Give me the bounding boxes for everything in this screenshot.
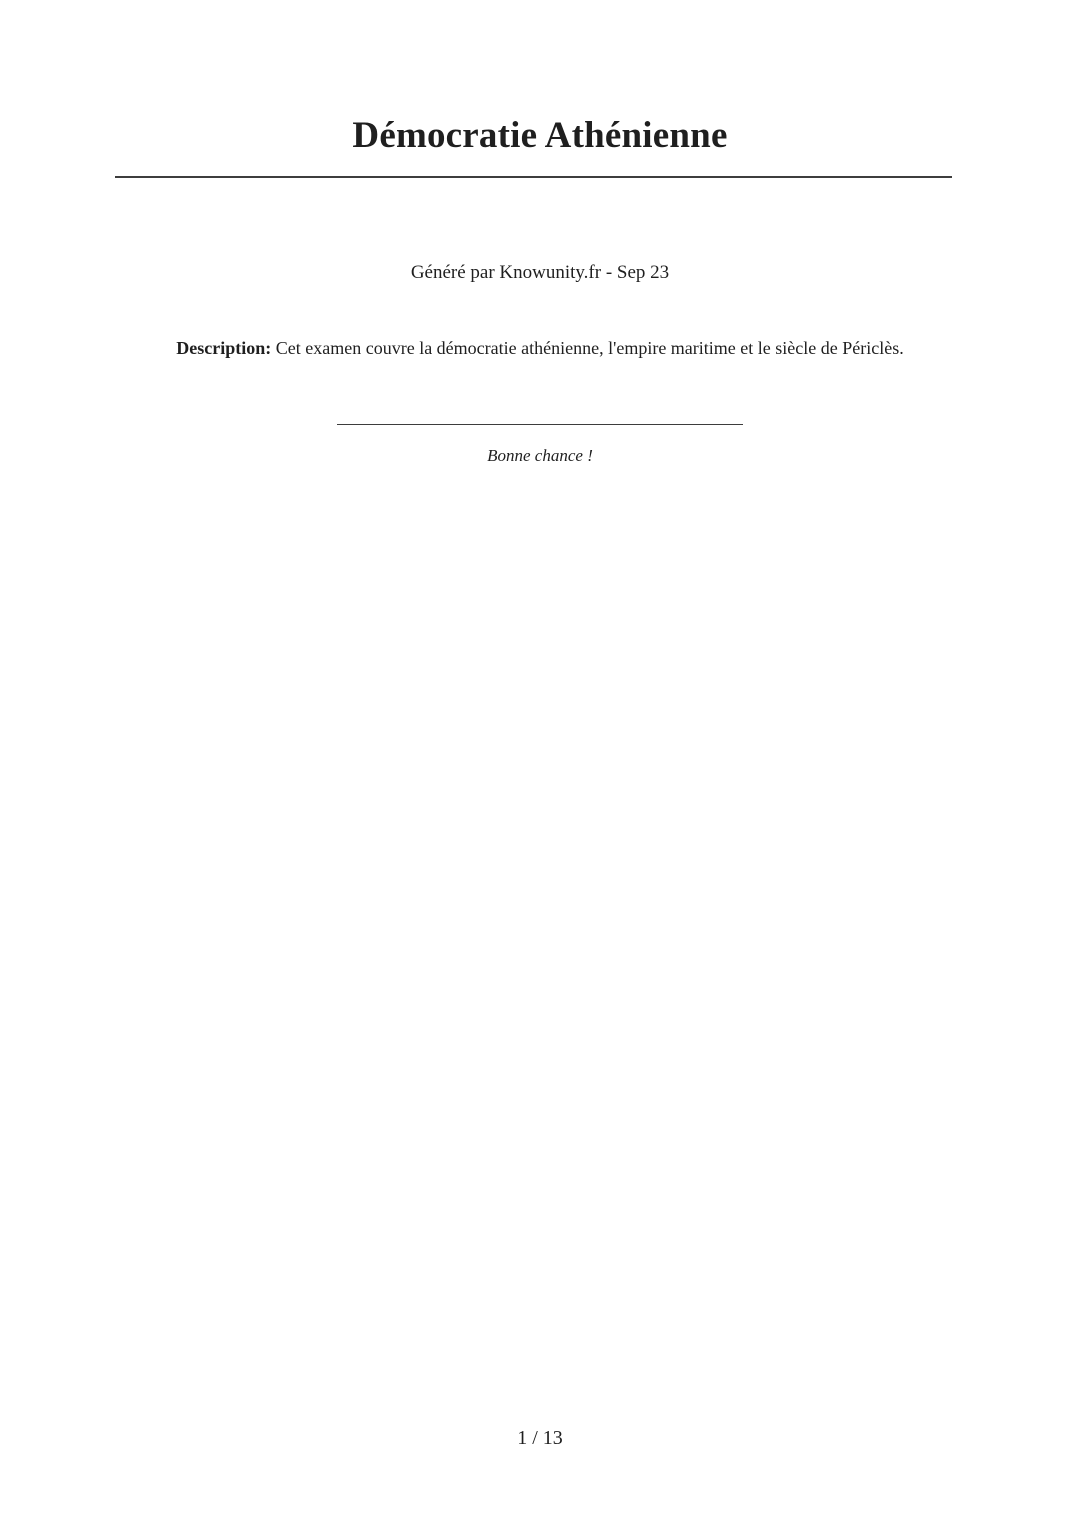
description-label: Description:	[176, 338, 272, 358]
page-title: Démocratie Athénienne	[352, 115, 728, 156]
section-divider	[337, 424, 743, 425]
generated-by-line: Généré par Knowunity.fr - Sep 23	[410, 262, 670, 283]
good-luck-message: Bonne chance !	[487, 446, 593, 465]
description-text: Cet examen couvre la démocratie athénienne, l'empire maritime et le siècle de Périclès.	[275, 338, 904, 358]
page-number: 1 / 13	[517, 1427, 563, 1449]
description-paragraph	[0, 337, 1080, 360]
title-divider	[115, 176, 952, 178]
